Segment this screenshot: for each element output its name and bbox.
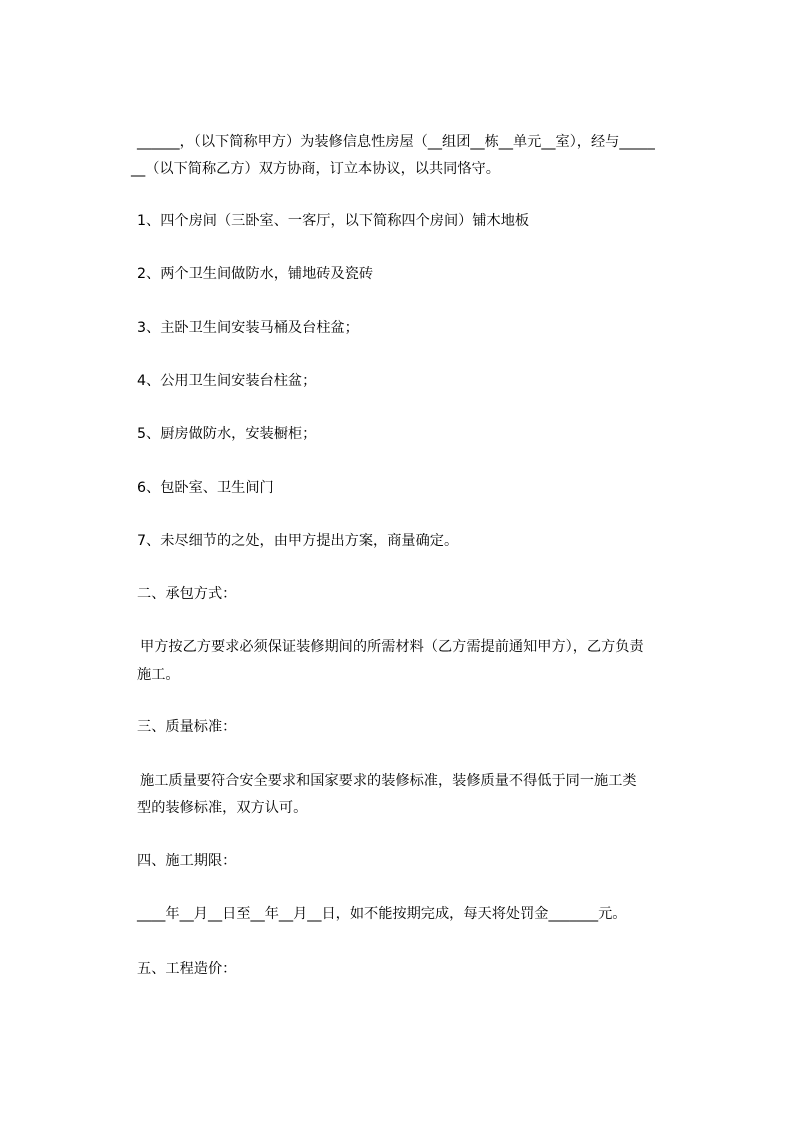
section3-paragraph-line2: 型的装修标准，双方认可。 xyxy=(137,800,308,816)
item-6: 6、包卧室、卫生间门 xyxy=(137,480,274,496)
item-1: 1、四个房间（三卧室、一客厅，以下简称四个房间）铺木地板 xyxy=(137,213,530,229)
section-heading-project-cost: 五、工程造价： xyxy=(137,961,237,977)
item-4: 4、公用卫生间安装台柱盆； xyxy=(137,373,317,389)
intro-paragraph-line2: __（以下简称乙方）双方协商，订立本协议，以共同恪守。 xyxy=(131,161,500,177)
section2-paragraph-line2: 施工。 xyxy=(137,667,180,683)
intro-paragraph-line1: ______，（以下简称甲方）为装修信息性房屋（__组团__栋__单元__室），经与_____ xyxy=(137,134,655,150)
section-heading-construction-period: 四、施工期限： xyxy=(137,853,237,869)
item-3: 3、主卧卫生间安装马桶及台柱盆； xyxy=(137,320,359,336)
item-2: 2、两个卫生间做防水，铺地砖及瓷砖 xyxy=(137,266,374,282)
section4-paragraph: ____年__月__日至__年__月__日，如不能按期完成，每天将处罚金_______元。 xyxy=(137,906,627,922)
section-heading-quality-standard: 三、质量标准： xyxy=(137,719,237,735)
section-heading-contract-method: 二、承包方式： xyxy=(137,586,237,602)
item-5: 5、厨房做防水，安装橱柜； xyxy=(137,426,317,442)
item-7: 7、未尽细节的之处，由甲方提出方案，商量确定。 xyxy=(137,533,459,549)
section2-paragraph-line1: 甲方按乙方要求必须保证装修期间的所需材料（乙方需提前通知甲方），乙方负责 xyxy=(140,639,644,655)
section3-paragraph-line1: 施工质量要符合安全要求和国家要求的装修标准，装修质量不得低于同一施工类 xyxy=(140,773,637,789)
